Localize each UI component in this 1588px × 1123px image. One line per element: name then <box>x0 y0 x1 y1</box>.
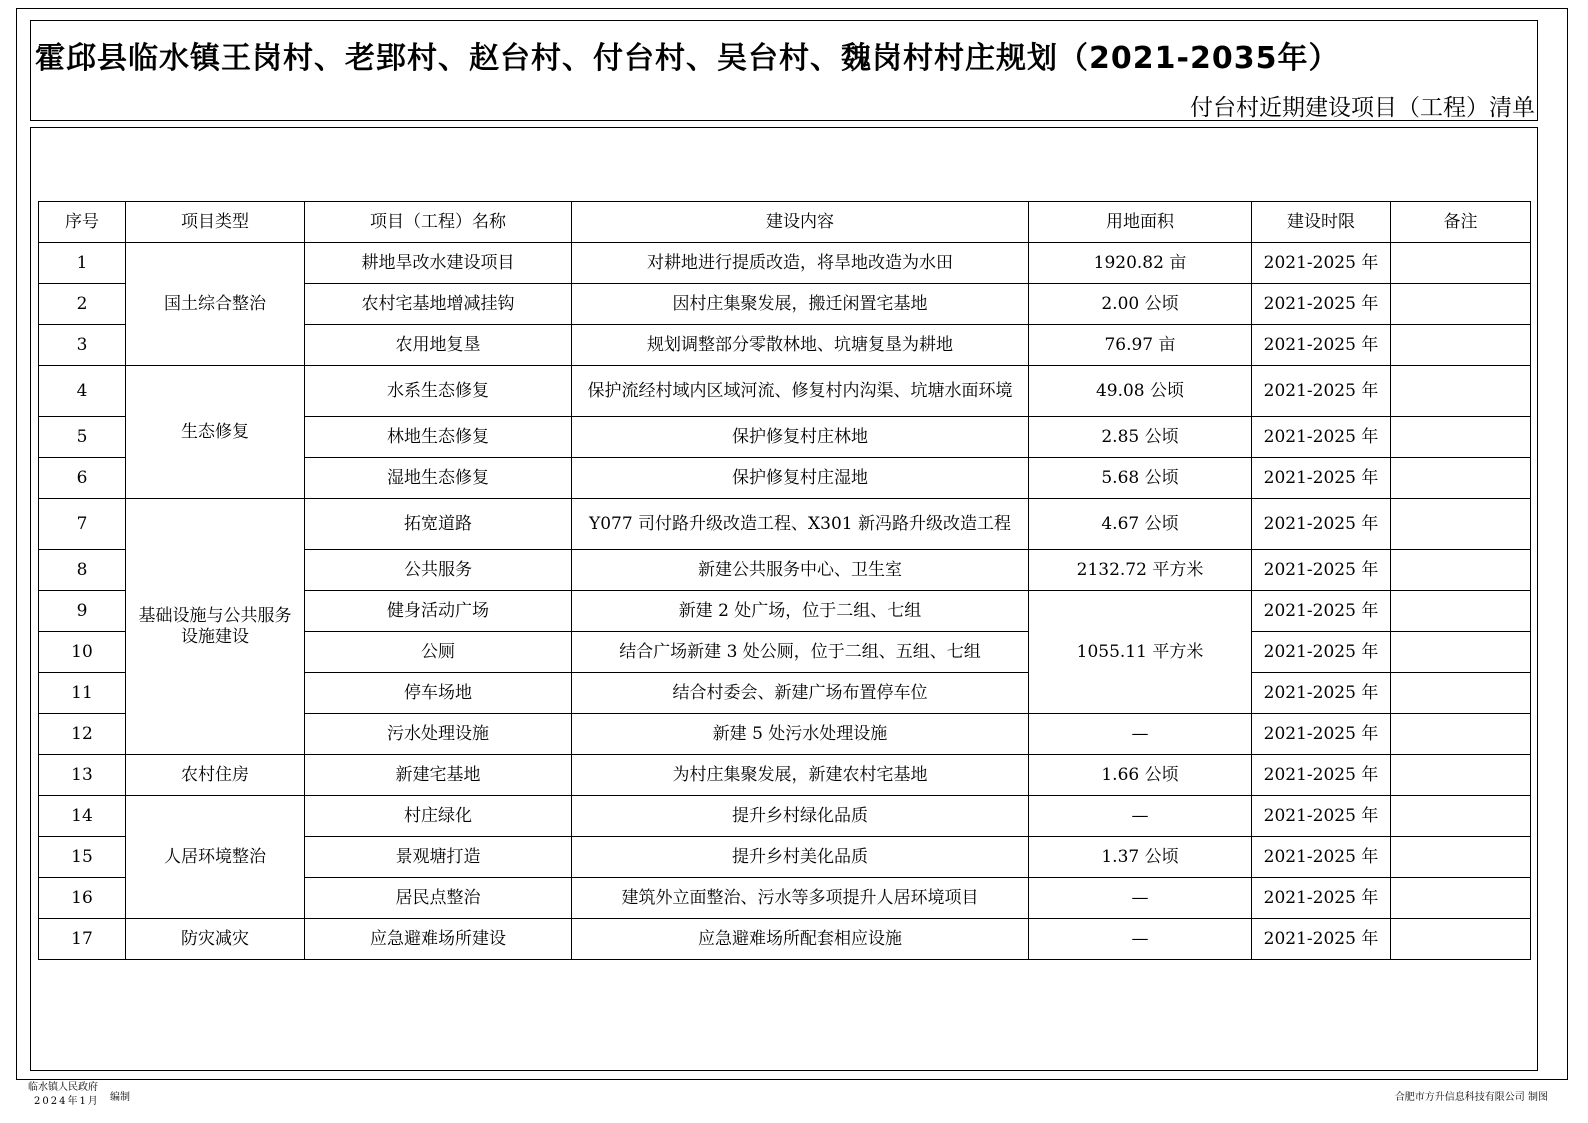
cell-no: 7 <box>39 499 126 550</box>
cell-note <box>1391 417 1531 458</box>
cell-name: 公共服务 <box>305 550 572 591</box>
cell-content: 新建 2 处广场，位于二组、七组 <box>572 591 1029 632</box>
cell-content: 规划调整部分零散林地、坑塘复垦为耕地 <box>572 325 1029 366</box>
table-row <box>39 499 1531 550</box>
cell-content: 因村庄集聚发展，搬迁闲置宅基地 <box>572 284 1029 325</box>
cell-type: 国土综合整治 <box>126 243 305 366</box>
cell-content: 保护修复村庄林地 <box>572 417 1029 458</box>
cell-note <box>1391 458 1531 499</box>
cell-period: 2021-2025 年 <box>1252 714 1391 755</box>
cell-note <box>1391 673 1531 714</box>
cell-period: 2021-2025 年 <box>1252 837 1391 878</box>
cell-type: 农村住房 <box>126 755 305 796</box>
table-row <box>39 919 1531 960</box>
cell-note <box>1391 714 1531 755</box>
cell-content: 建筑外立面整治、污水等多项提升人居环境项目 <box>572 878 1029 919</box>
cell-content: 保护修复村庄湿地 <box>572 458 1029 499</box>
table-row <box>39 366 1531 417</box>
cell-type: 生态修复 <box>126 366 305 499</box>
header-period: 建设时限 <box>1252 202 1391 243</box>
cell-note <box>1391 755 1531 796</box>
cell-period: 2021-2025 年 <box>1252 591 1391 632</box>
cell-period: 2021-2025 年 <box>1252 755 1391 796</box>
cell-period: 2021-2025 年 <box>1252 325 1391 366</box>
header-name: 项目（工程）名称 <box>305 202 572 243</box>
cell-no: 11 <box>39 673 126 714</box>
cell-content: 新建 5 处污水处理设施 <box>572 714 1029 755</box>
cell-note <box>1391 325 1531 366</box>
cell-type: 基础设施与公共服务设施建设 <box>126 499 305 755</box>
cell-no: 3 <box>39 325 126 366</box>
cell-note <box>1391 243 1531 284</box>
cell-name: 村庄绿化 <box>305 796 572 837</box>
cell-no: 12 <box>39 714 126 755</box>
cell-area: 1055.11 平方米 <box>1029 591 1252 714</box>
cell-content: 提升乡村绿化品质 <box>572 796 1029 837</box>
cell-no: 6 <box>39 458 126 499</box>
cell-period: 2021-2025 年 <box>1252 458 1391 499</box>
cell-no: 13 <box>39 755 126 796</box>
cell-area: 1920.82 亩 <box>1029 243 1252 284</box>
cell-content: 结合村委会、新建广场布置停车位 <box>572 673 1029 714</box>
cell-no: 1 <box>39 243 126 284</box>
cell-period: 2021-2025 年 <box>1252 919 1391 960</box>
cell-name: 林地生态修复 <box>305 417 572 458</box>
cell-no: 5 <box>39 417 126 458</box>
header-note: 备注 <box>1391 202 1531 243</box>
cell-note <box>1391 632 1531 673</box>
cell-area: — <box>1029 714 1252 755</box>
table-row <box>39 796 1531 837</box>
cell-period: 2021-2025 年 <box>1252 673 1391 714</box>
header-frame <box>30 20 1538 121</box>
cell-name: 湿地生态修复 <box>305 458 572 499</box>
cell-note <box>1391 499 1531 550</box>
page-title: 霍邱县临水镇王岗村、老郢村、赵台村、付台村、吴台村、魏岗村村庄规划（2021-2035年） <box>35 41 1340 76</box>
cell-note <box>1391 591 1531 632</box>
cell-area: 49.08 公顷 <box>1029 366 1252 417</box>
cell-no: 14 <box>39 796 126 837</box>
cell-type: 人居环境整治 <box>126 796 305 919</box>
footer-date: 2024年1月 <box>34 1096 100 1107</box>
cell-area: 5.68 公顷 <box>1029 458 1252 499</box>
cell-area: 1.66 公顷 <box>1029 755 1252 796</box>
cell-content: 结合广场新建 3 处公厕，位于二组、五组、七组 <box>572 632 1029 673</box>
cell-period: 2021-2025 年 <box>1252 632 1391 673</box>
cell-period: 2021-2025 年 <box>1252 284 1391 325</box>
cell-area: 2132.72 平方米 <box>1029 550 1252 591</box>
cell-area: 2.00 公顷 <box>1029 284 1252 325</box>
cell-area: 2.85 公顷 <box>1029 417 1252 458</box>
footer-org: 临水镇人民政府 <box>28 1082 98 1093</box>
cell-name: 拓宽道路 <box>305 499 572 550</box>
header-type: 项目类型 <box>126 202 305 243</box>
cell-note <box>1391 878 1531 919</box>
cell-note <box>1391 796 1531 837</box>
cell-name: 污水处理设施 <box>305 714 572 755</box>
cell-no: 9 <box>39 591 126 632</box>
page-subtitle: 付台村近期建设项目（工程）清单 <box>1190 95 1535 121</box>
cell-period: 2021-2025 年 <box>1252 243 1391 284</box>
cell-name: 农村宅基地增减挂钩 <box>305 284 572 325</box>
footer-mapper: 合肥市方升信息科技有限公司 制图 <box>1394 1092 1548 1103</box>
cell-no: 16 <box>39 878 126 919</box>
cell-note <box>1391 550 1531 591</box>
cell-period: 2021-2025 年 <box>1252 550 1391 591</box>
cell-name: 应急避难场所建设 <box>305 919 572 960</box>
cell-area: — <box>1029 796 1252 837</box>
cell-period: 2021-2025 年 <box>1252 499 1391 550</box>
cell-no: 4 <box>39 366 126 417</box>
cell-content: 保护流经村域内区域河流、修复村内沟渠、坑塘水面环境 <box>572 366 1029 417</box>
cell-period: 2021-2025 年 <box>1252 796 1391 837</box>
cell-area: 76.97 亩 <box>1029 325 1252 366</box>
cell-period: 2021-2025 年 <box>1252 366 1391 417</box>
cell-note <box>1391 919 1531 960</box>
cell-area: 4.67 公顷 <box>1029 499 1252 550</box>
cell-name: 景观塘打造 <box>305 837 572 878</box>
cell-no: 8 <box>39 550 126 591</box>
cell-name: 耕地旱改水建设项目 <box>305 243 572 284</box>
cell-area: — <box>1029 919 1252 960</box>
cell-name: 居民点整治 <box>305 878 572 919</box>
footer-compiled: 编制 <box>110 1092 130 1103</box>
cell-no: 2 <box>39 284 126 325</box>
cell-content: 为村庄集聚发展，新建农村宅基地 <box>572 755 1029 796</box>
cell-note <box>1391 284 1531 325</box>
header-content: 建设内容 <box>572 202 1029 243</box>
cell-no: 15 <box>39 837 126 878</box>
cell-name: 停车场地 <box>305 673 572 714</box>
cell-name: 水系生态修复 <box>305 366 572 417</box>
cell-content: 提升乡村美化品质 <box>572 837 1029 878</box>
cell-name: 农用地复垦 <box>305 325 572 366</box>
header-area: 用地面积 <box>1029 202 1252 243</box>
cell-area: 1.37 公顷 <box>1029 837 1252 878</box>
cell-no: 10 <box>39 632 126 673</box>
cell-content: 应急避难场所配套相应设施 <box>572 919 1029 960</box>
table-row <box>39 243 1531 284</box>
cell-content: Y077 司付路升级改造工程、X301 新冯路升级改造工程 <box>572 499 1029 550</box>
cell-note <box>1391 837 1531 878</box>
cell-name: 健身活动广场 <box>305 591 572 632</box>
cell-period: 2021-2025 年 <box>1252 878 1391 919</box>
header-no: 序号 <box>39 202 126 243</box>
cell-period: 2021-2025 年 <box>1252 417 1391 458</box>
table-header-row <box>39 202 1531 243</box>
cell-area: — <box>1029 878 1252 919</box>
cell-no: 17 <box>39 919 126 960</box>
cell-name: 新建宅基地 <box>305 755 572 796</box>
cell-content: 新建公共服务中心、卫生室 <box>572 550 1029 591</box>
table-row <box>39 755 1531 796</box>
project-table <box>38 201 1531 960</box>
cell-type: 防灾减灾 <box>126 919 305 960</box>
cell-content: 对耕地进行提质改造，将旱地改造为水田 <box>572 243 1029 284</box>
footer-org-block <box>28 1081 100 1109</box>
cell-note <box>1391 366 1531 417</box>
cell-name: 公厕 <box>305 632 572 673</box>
